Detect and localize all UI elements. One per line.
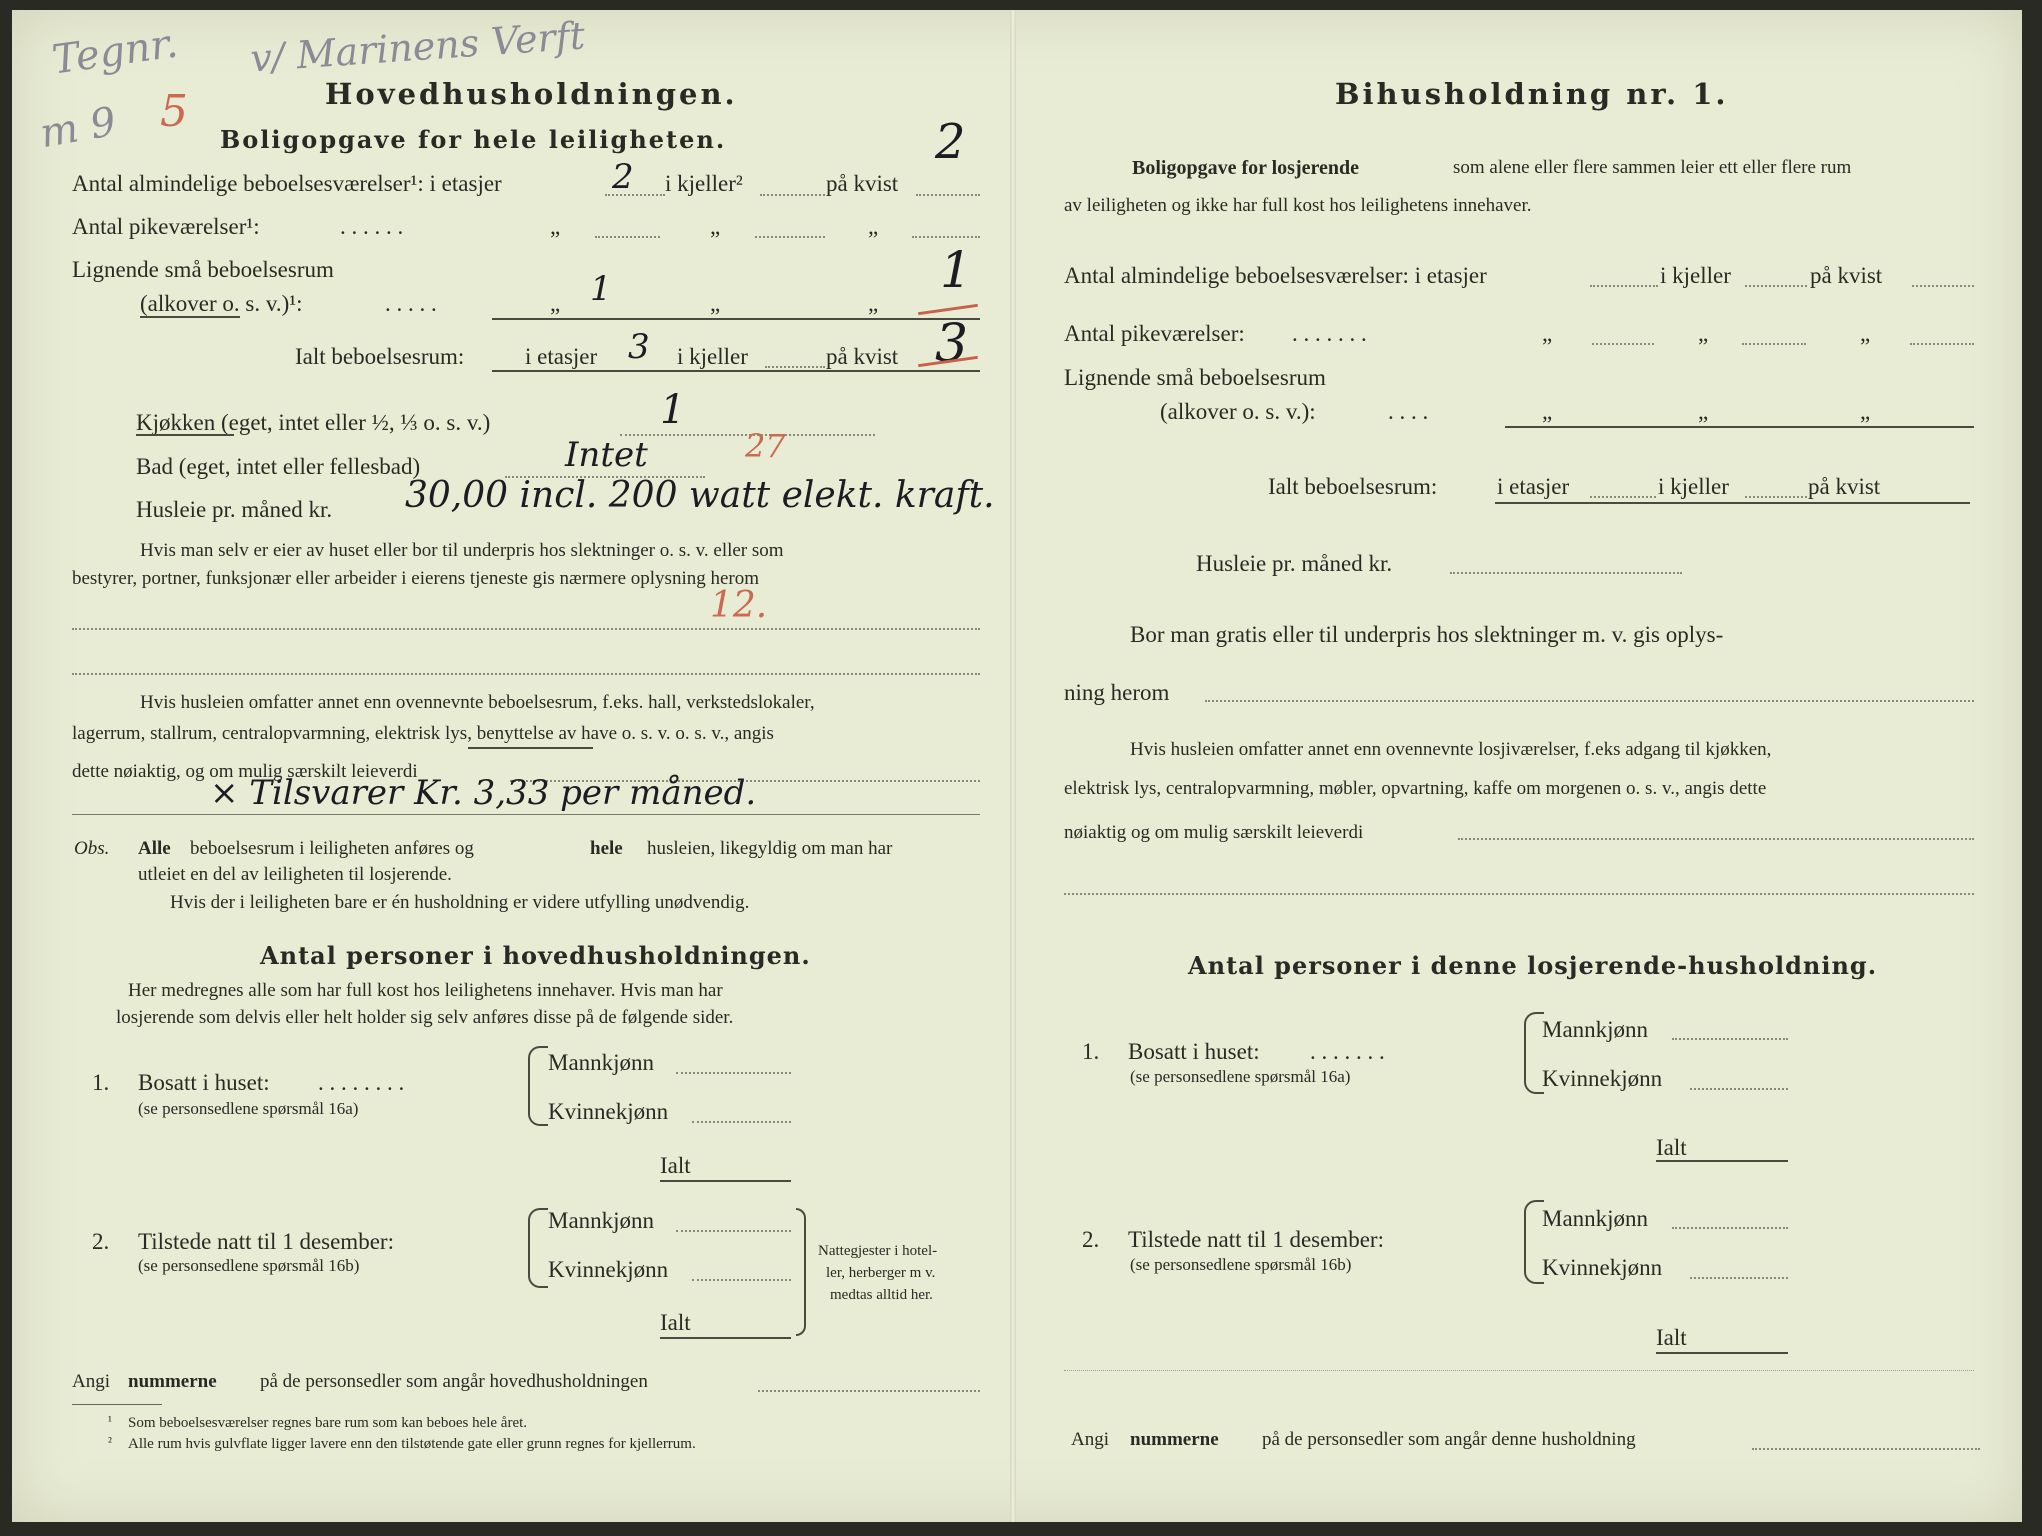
q1-total-label: Ialt bbox=[660, 1153, 691, 1178]
numbers-label-2: på de personsedler som angår hovedhusholdningen bbox=[260, 1371, 648, 1392]
field-line bbox=[1672, 1227, 1788, 1229]
right-includes-2: elektrisk lys, centralopvarmning, møbler, opvartning, kaffe om morgenen o. s. v., angis dette bbox=[1064, 778, 1767, 799]
obs-label: Obs. bbox=[74, 838, 110, 859]
right-free-note-1: Bor man gratis eller til underpris hos slektninger m. v. gis oplys- bbox=[1130, 622, 1724, 647]
divider bbox=[72, 814, 980, 815]
right-q1-female: Kvinnekjønn bbox=[1542, 1066, 1663, 1091]
field-line bbox=[692, 1121, 791, 1123]
total-rule bbox=[660, 1337, 791, 1339]
right-numbers-label-2: på de personsedler som angår denne husholdning bbox=[1262, 1429, 1636, 1450]
kjeller-label: i kjeller² bbox=[665, 171, 743, 196]
ditto-mark: „ bbox=[1698, 399, 1709, 424]
field-line bbox=[912, 236, 980, 238]
field-line bbox=[1690, 1088, 1788, 1090]
page-subtitle: Boligopgave for hele leiligheten. bbox=[220, 125, 727, 154]
obs-text-1: beboelsesrum i leiligheten anføres og bbox=[190, 838, 474, 859]
field-line bbox=[1064, 893, 1974, 895]
includes-note-3: dette nøiaktig, og om mulig særskilt leieverdi bbox=[72, 761, 418, 782]
right-intro-bold: Boligopgave for losjerende bbox=[1132, 157, 1360, 179]
field-line bbox=[595, 236, 660, 238]
handwritten-tilsvarer: × Tilsvarer Kr. 3,33 per måned. bbox=[210, 773, 757, 813]
q1-sub: (se personsedlene spørsmål 16a) bbox=[138, 1099, 359, 1118]
right-q2-female: Kvinnekjønn bbox=[1542, 1255, 1663, 1280]
dots: . . . . bbox=[1388, 399, 1429, 424]
right-pike-label: Antal pikeværelser: bbox=[1064, 321, 1245, 346]
night-guests-note-1: Nattegjester i hotel- bbox=[818, 1243, 938, 1259]
right-q2-male: Mannkjønn bbox=[1542, 1206, 1649, 1231]
right-intro: som alene eller flere sammen leier ett eller flere rum bbox=[1453, 157, 1852, 178]
right-numbers-bold: nummerne bbox=[1130, 1429, 1219, 1450]
right-q1-total: Ialt bbox=[1656, 1135, 1687, 1160]
field-line bbox=[1690, 1277, 1788, 1279]
bracket bbox=[1524, 1012, 1544, 1094]
handwritten-bath: Intet bbox=[565, 435, 648, 475]
field-line bbox=[1590, 496, 1656, 498]
obs-text-4: Hvis der i leiligheten bare er én husholdning er videre utfylling unødvendig. bbox=[170, 892, 750, 913]
bracket bbox=[528, 1208, 548, 1288]
pike-label: Antal pikeværelser¹: bbox=[72, 214, 260, 239]
sum-rule bbox=[492, 318, 980, 320]
underline bbox=[136, 434, 234, 436]
q1-female-label: Kvinnekjønn bbox=[548, 1099, 669, 1124]
dots: . . . . . . . bbox=[1310, 1039, 1385, 1064]
q2-male-label: Mannkjønn bbox=[548, 1208, 655, 1233]
field-line bbox=[1742, 343, 1806, 345]
dots: . . . . . . . . bbox=[318, 1070, 405, 1095]
persons-title: Antal personer i hovedhusholdningen. bbox=[260, 941, 811, 970]
bath-label: Bad (eget, intet eller fellesbad) bbox=[136, 454, 421, 479]
night-guests-note-2: ler, herberger m v. bbox=[826, 1265, 936, 1281]
sum-rule bbox=[1505, 426, 1974, 428]
night-guests-note-3: medtas alltid her. bbox=[830, 1287, 933, 1303]
field-line bbox=[692, 1279, 791, 1281]
bracket bbox=[1524, 1200, 1544, 1284]
persons-note-2: losjerende som delvis eller helt holder sig selv anføres disse på de følgende sider. bbox=[116, 1007, 734, 1028]
handwritten-alkover-kvist-1: 1 bbox=[940, 241, 972, 299]
rooms-label: Antal almindelige beboelsesværelser¹: i etasjer bbox=[72, 171, 502, 196]
q2-label: Tilstede natt til 1 desember: bbox=[138, 1229, 394, 1254]
ditto-mark: „ bbox=[550, 214, 561, 239]
right-q2-number: 2. bbox=[1082, 1227, 1100, 1252]
ditto-mark: „ bbox=[710, 214, 721, 239]
handwritten-ialt-3: 3 bbox=[628, 327, 650, 367]
right-numbers-label: Angi bbox=[1071, 1429, 1109, 1450]
field-line bbox=[760, 194, 825, 196]
includes-note-1: Hvis husleien omfatter annet enn ovennevnte beboelsesrum, f.eks. hall, verkstedslokaler, bbox=[140, 692, 815, 713]
ditto-mark: „ bbox=[868, 214, 879, 239]
owner-note-1: Hvis man selv er eier av huset eller bor til underpris hos slektninger o. s. v. eller som bbox=[140, 540, 784, 561]
right-q2-label: Tilstede natt til 1 desember: bbox=[1128, 1227, 1384, 1252]
field-line bbox=[1912, 285, 1974, 287]
obs-hele: hele bbox=[590, 838, 623, 859]
right-ialt-kjeller: i kjeller bbox=[1658, 474, 1729, 499]
kitchen-label: Kjøkken (eget, intet eller ½, ⅓ o. s. v.) bbox=[136, 410, 491, 435]
bracket bbox=[796, 1208, 806, 1336]
right-free-note-2: ning herom bbox=[1064, 680, 1170, 705]
alkover-label: Lignende små beboelsesrum bbox=[72, 257, 334, 282]
ialt-label: Ialt beboelsesrum: bbox=[295, 344, 465, 369]
bracket bbox=[528, 1046, 548, 1126]
field-line bbox=[916, 194, 980, 196]
field-line bbox=[72, 673, 980, 675]
kvist-label: på kvist bbox=[826, 171, 899, 196]
q1-number: 1. bbox=[92, 1070, 110, 1095]
field-line bbox=[1450, 572, 1682, 574]
handwritten-red-27: 27 bbox=[745, 427, 786, 465]
total-rule bbox=[1656, 1352, 1788, 1354]
ditto-mark: „ bbox=[550, 291, 561, 316]
right-rent-label: Husleie pr. måned kr. bbox=[1196, 551, 1393, 576]
q1-male-label: Mannkjønn bbox=[548, 1050, 655, 1075]
field-line bbox=[676, 1230, 791, 1232]
right-rooms-label: Antal almindelige beboelsesværelser: i etasjer bbox=[1064, 263, 1487, 288]
handwritten-kitchen-1: 1 bbox=[660, 387, 686, 433]
handwritten-rent: 30,00 incl. 200 watt elekt. kraft. bbox=[405, 475, 995, 516]
right-includes-1: Hvis husleien omfatter annet enn ovennevnte losjiværelser, f.eks adgang til kjøkken, bbox=[1130, 739, 1772, 760]
q2-female-label: Kvinnekjønn bbox=[548, 1257, 669, 1282]
numbers-label: Angi bbox=[72, 1371, 110, 1392]
footnote-2-mark: ² bbox=[108, 1434, 112, 1449]
sum-rule bbox=[492, 370, 980, 372]
rent-label: Husleie pr. måned kr. bbox=[136, 497, 333, 522]
owner-note-2: bestyrer, portner, funksjonær eller arbeider i eierens tjeneste gis nærmere oplysning herom bbox=[72, 568, 760, 589]
field-line bbox=[1205, 700, 1974, 702]
q2-total-label: Ialt bbox=[660, 1310, 691, 1335]
ialt-kvist-label: på kvist bbox=[826, 344, 899, 369]
handwritten-marinens-verft: v/ Marinens Verft bbox=[248, 13, 587, 81]
field-line bbox=[758, 1390, 980, 1392]
ditto-mark: „ bbox=[1860, 321, 1871, 346]
sum-rule bbox=[1495, 502, 1970, 504]
q1-label: Bosatt i huset: bbox=[138, 1070, 270, 1095]
field-line bbox=[676, 1072, 791, 1074]
page-title: Hovedhusholdningen. bbox=[325, 77, 738, 111]
ditto-mark: „ bbox=[1542, 399, 1553, 424]
right-kvist-label: på kvist bbox=[1810, 263, 1883, 288]
footnote-1: Som beboelsesværelser regnes bare rum som kan beboes hele året. bbox=[128, 1415, 528, 1431]
field-line bbox=[1592, 343, 1654, 345]
right-ialt-label: Ialt beboelsesrum: bbox=[1268, 474, 1438, 499]
field-line bbox=[765, 366, 825, 368]
right-q1-male: Mannkjønn bbox=[1542, 1017, 1649, 1042]
ialt-etasjer-label: i etasjer bbox=[525, 344, 598, 369]
ditto-mark: „ bbox=[710, 291, 721, 316]
right-q2-sub: (se personsedlene spørsmål 16b) bbox=[1130, 1255, 1352, 1274]
obs-alle: Alle bbox=[138, 838, 171, 859]
alkover-label-2: (alkover o. s. v.)¹: bbox=[140, 291, 303, 316]
footnote-rule bbox=[72, 1404, 162, 1405]
ditto-mark: „ bbox=[1698, 321, 1709, 346]
right-kjeller-label: i kjeller bbox=[1660, 263, 1731, 288]
dots: . . . . . . . bbox=[1292, 321, 1367, 346]
right-q1-number: 1. bbox=[1082, 1039, 1100, 1064]
footnote-1-mark: ¹ bbox=[108, 1413, 112, 1428]
page-fold bbox=[1010, 10, 1016, 1522]
field-line bbox=[1745, 496, 1807, 498]
footnote-2: Alle rum hvis gulvflate ligger lavere enn den tilstøtende gate eller grunn regnes for kjellerrum. bbox=[128, 1436, 696, 1452]
field-line bbox=[1910, 343, 1974, 345]
field-line bbox=[1064, 1370, 1974, 1371]
handwritten-red-12: 12. bbox=[710, 585, 768, 626]
handwritten-etasjer-2: 2 bbox=[612, 157, 634, 197]
includes-note-2: lagerrum, stallrum, centralopvarmning, elektrisk lys, benyttelse av have o. s. v. o. s. v., angis bbox=[72, 723, 774, 744]
right-ialt-etasjer: i etasjer bbox=[1497, 474, 1570, 499]
handwritten-alkover-1: 1 bbox=[590, 269, 612, 309]
right-q2-total: Ialt bbox=[1656, 1325, 1687, 1350]
ialt-kjeller-label: i kjeller bbox=[677, 344, 748, 369]
dots: . . . . . . bbox=[340, 214, 404, 239]
q2-sub: (se personsedlene spørsmål 16b) bbox=[138, 1256, 360, 1275]
handwritten-kvist-2: 2 bbox=[935, 114, 966, 170]
dots: . . . . . bbox=[385, 291, 437, 316]
right-alkover-label: Lignende små beboelsesrum bbox=[1064, 365, 1326, 390]
handwritten-ialt-kvist-3: 3 bbox=[935, 314, 969, 374]
underline bbox=[140, 316, 240, 318]
right-page-title: Bihusholdning nr. 1. bbox=[1335, 77, 1729, 111]
field-line bbox=[1458, 838, 1974, 840]
field-line bbox=[1672, 1038, 1788, 1040]
field-line bbox=[1752, 1448, 1980, 1450]
right-q1-label: Bosatt i huset: bbox=[1128, 1039, 1260, 1064]
obs-text-3: utleiet en del av leiligheten til losjerende. bbox=[138, 864, 452, 885]
right-persons-title: Antal personer i denne losjerende-husholdning. bbox=[1188, 951, 1878, 980]
ditto-mark: „ bbox=[1542, 321, 1553, 346]
right-q1-sub: (se personsedlene spørsmål 16a) bbox=[1130, 1067, 1351, 1086]
handwritten-tegnr: Tegnr. bbox=[49, 20, 181, 84]
right-includes-3: nøiaktig og om mulig særskilt leieverdi bbox=[1064, 822, 1364, 843]
total-rule bbox=[1656, 1160, 1788, 1162]
underline bbox=[468, 747, 593, 749]
obs-text-2: husleien, likegyldig om man har bbox=[647, 838, 893, 859]
handwritten-red-5: 5 bbox=[160, 86, 188, 137]
right-alkover-label-2: (alkover o. s. v.): bbox=[1160, 399, 1316, 424]
field-line bbox=[755, 236, 825, 238]
handwritten-m9: m 9 bbox=[36, 98, 120, 158]
field-line bbox=[1590, 285, 1658, 287]
ditto-mark: „ bbox=[868, 291, 879, 316]
q2-number: 2. bbox=[92, 1229, 110, 1254]
numbers-label-bold: nummerne bbox=[128, 1371, 217, 1392]
persons-note-1: Her medregnes alle som har full kost hos leilighetens innehaver. Hvis man har bbox=[128, 980, 723, 1001]
total-rule bbox=[660, 1180, 791, 1182]
right-intro-2: av leiligheten og ikke har full kost hos leilighetens innehaver. bbox=[1064, 195, 1532, 216]
field-line bbox=[72, 628, 980, 630]
right-ialt-kvist: på kvist bbox=[1808, 474, 1881, 499]
ditto-mark: „ bbox=[1860, 399, 1871, 424]
field-line bbox=[1745, 285, 1807, 287]
